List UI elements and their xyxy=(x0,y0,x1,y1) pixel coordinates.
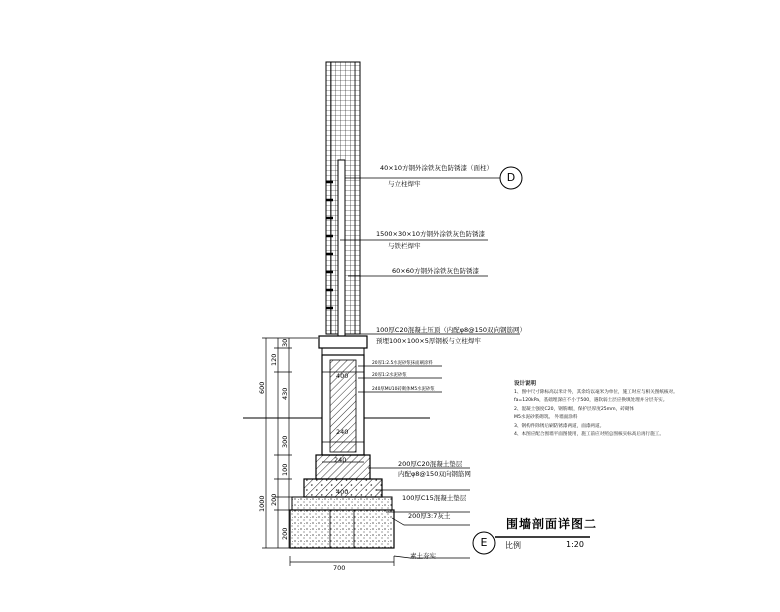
dim-200b: 200 xyxy=(281,527,289,540)
footing xyxy=(290,455,394,548)
note-finish-1: 20厚1:2.5水泥砂浆抹面刷涂料 xyxy=(372,361,433,366)
section-mark-e: E xyxy=(480,536,488,549)
design-notes xyxy=(514,380,684,440)
notes-line: 4、本图应配合围墙平面图使用，施工前应对照总图核实标高后再行施工。 xyxy=(514,432,664,437)
dim-overall: 1000 xyxy=(258,495,266,512)
note-bedding: 100厚C15混凝土垫层 xyxy=(402,494,467,502)
scale-value: 1:20 xyxy=(566,540,584,549)
detail-mark-d: D xyxy=(506,171,516,184)
dim-100: 100 xyxy=(281,463,289,476)
note-finish-3: 240厚MU10砖砌体M5水泥砂浆 xyxy=(372,387,435,392)
dim-400: 400 xyxy=(336,372,349,380)
notes-heading: 设计说明 xyxy=(514,381,537,387)
note-rail-sub: 与铁栏焊牢 xyxy=(388,242,421,250)
note-cap: 100厚C20混凝土压顶（内配φ8@150双向钢筋网） xyxy=(376,326,527,334)
scale-label: 比例 xyxy=(505,541,521,550)
dim-700: 700 xyxy=(333,564,346,572)
note-post: 40×10方钢外涂铁灰色防锈漆（面柱） xyxy=(380,164,493,172)
steel-mesh-fence xyxy=(326,62,360,336)
dim-200a: 200 xyxy=(270,493,278,506)
dim-upper: 600 xyxy=(258,381,266,394)
dim-120: 120 xyxy=(270,353,278,366)
dim-400b: 400 xyxy=(336,488,349,496)
dim-30: 30 xyxy=(281,338,289,347)
notes-line: fa=120kPa，基础埋深应不小于500，遇软弱土层应换填处理并分层夯实。 xyxy=(514,398,668,403)
note-soil: 素土夯实 xyxy=(410,552,436,560)
dim-300: 300 xyxy=(281,435,289,448)
note-footing: 200厚C20混凝土垫层 xyxy=(398,460,463,468)
note-base: 200厚3:7灰土 xyxy=(408,512,451,520)
drawing-title: 围墙剖面详图二 xyxy=(506,517,598,531)
dim-430: 430 xyxy=(281,387,289,400)
notes-line: 3、钢构件除锈后刷防锈漆两道，面漆两道。 xyxy=(514,423,605,429)
notes-line: 1、图中尺寸除标高以米计外，其余均以毫米为单位，施工时应与相关图纸核对。 xyxy=(514,389,678,395)
note-finish-2: 20厚1:2水泥砂浆 xyxy=(372,373,407,378)
concrete-cap xyxy=(319,336,367,355)
dim-240b: 240 xyxy=(336,428,349,436)
notes-line: M5水泥砂浆砌筑。 外墙面涂料 xyxy=(514,415,578,420)
note-rail: 1500×30×10方钢外涂铁灰色防锈漆 xyxy=(376,230,485,238)
note-column: 60×60方钢外涂铁灰色防锈漆 xyxy=(392,267,479,275)
dim-240a: 240 xyxy=(334,456,347,464)
note-footing-sub: 内配φ8@150双向钢筋网 xyxy=(398,470,471,478)
note-post-sub: 与立柱焊牢 xyxy=(388,180,421,188)
notes-line: 2、混凝土强度C20，钢筋Ⅰ级，保护层厚度25mm，砖砌体 xyxy=(514,406,635,412)
brick-wall xyxy=(322,355,364,455)
note-plate: 预埋100×100×5厚钢板与立柱焊牢 xyxy=(376,337,481,345)
